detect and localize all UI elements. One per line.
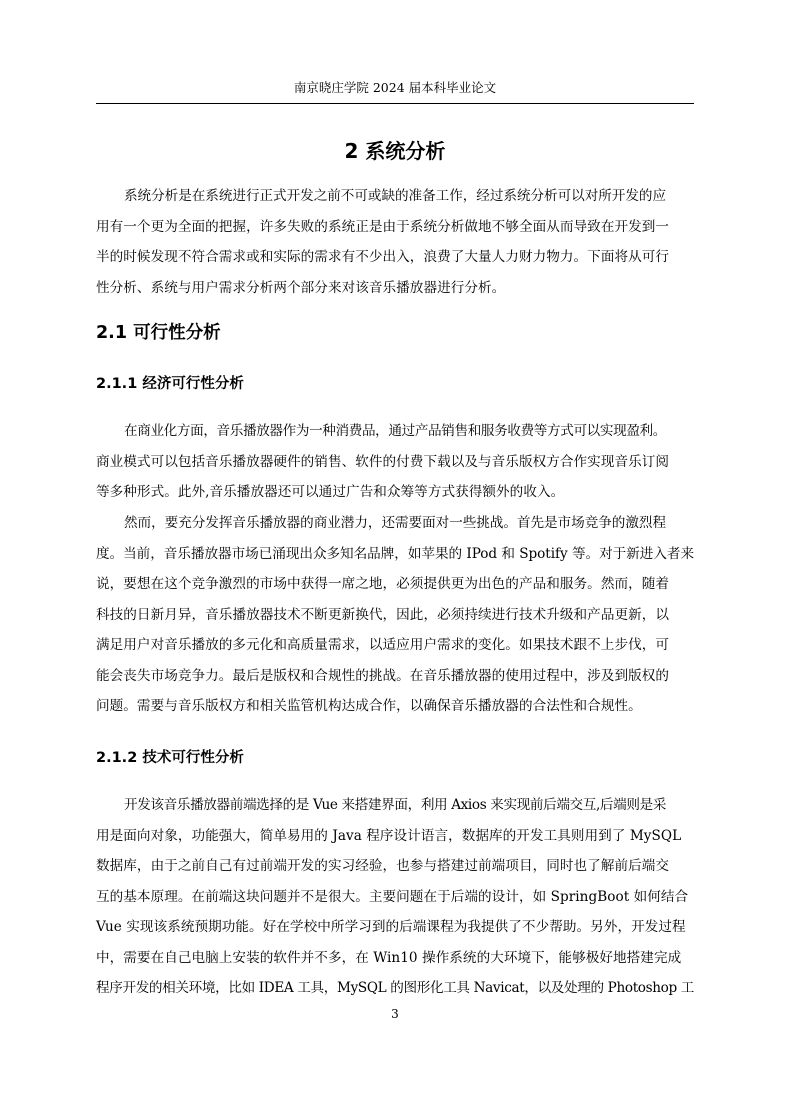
text-line: 用有一个更为全面的把握，许多失败的系统正是由于系统分析做地不够全面从而导致在开发到一 — [96, 218, 670, 235]
text-line: 满足用户对音乐播放的多元化和高质量需求，以适应用户需求的变化。如果技术跟不上步伐，可 — [96, 637, 670, 653]
text-line: 科技的日新月异，音乐播放器技术不断更新换代，因此，必须持续进行技术升级和产品更新，以 — [96, 606, 670, 623]
subsection-title-technical: 2.1.2 技术可行性分析 — [96, 750, 244, 766]
section-title: 2.1 可行性分析 — [96, 323, 221, 343]
text-line: 性分析、系统与用户需求分析两个部分来对该音乐播放器进行分析。 — [96, 279, 506, 296]
text-line: 在商业化方面，音乐播放器作为一种消费品，通过产品销售和服务收费等方式可以实现盈利。 — [124, 423, 666, 439]
text-line: 商业模式可以包括音乐播放器硬件的销售、软件的付费下载以及与音乐版权方合作实现音乐订阅 — [96, 453, 670, 470]
text-line: 然而，要充分发挥音乐播放器的商业潜力，还需要面对一些挑战。首先是市场竞争的激烈程 — [124, 515, 666, 531]
text-line: Vue 实现该系统预期功能。好在学校中所学习到的后端课程为我提供了不少帮助。另外，开发过程 — [96, 919, 686, 935]
economic-paragraph-2 — [96, 508, 696, 722]
economic-paragraph-1 — [96, 416, 696, 508]
text-line: 互的基本原理。在前端这块问题并不是很大。主要问题在于后端的设计，如 SpringBoot 如何结合 — [96, 888, 689, 905]
text-line: 半的时候发现不符合需求或和实际的需求有不少出入，浪费了大量人力财力物力。下面将从可行 — [96, 249, 670, 265]
running-header: 南京晓庄学院 2024 届本科毕业论文 — [293, 80, 497, 95]
text-line: 度。当前，音乐播放器市场已涌现出众多知名品牌，如苹果的 IPod 和 Spotify 等。对于新进入者来 — [96, 545, 694, 562]
text-line: 问题。需要与音乐版权方和相关监管机构达成合作，以确保音乐播放器的合法性和合规性。 — [96, 698, 642, 714]
technical-paragraph-1 — [96, 790, 696, 1004]
text-line: 用是面向对象，功能强大，简单易用的 Java 程序设计语言，数据库的开发工具则用到了 MySQL — [96, 827, 682, 844]
page-number: 3 — [391, 1007, 399, 1021]
text-line: 开发该音乐播放器前端选择的是 Vue 来搭建界面，利用 Axios 来实现前后端交互,后端则是采 — [124, 797, 666, 813]
intro-paragraph — [96, 181, 696, 303]
text-line: 数据库，由于之前自己有过前端开发的实习经验，也参与搭建过前端项目，同时也了解前后端交 — [96, 858, 670, 874]
subsection-title-economic: 2.1.1 经济可行性分析 — [96, 376, 244, 392]
text-line: 中，需要在自己电脑上安装的软件并不多，在 Win10 操作系统的大环境下，能够极好地搭建完成 — [96, 949, 682, 966]
chapter-title: 2 系统分析 — [344, 139, 446, 163]
text-line: 系统分析是在系统进行正式开发之前不可或缺的准备工作，经过系统分析可以对所开发的应 — [124, 188, 666, 204]
header-rule — [96, 103, 694, 104]
text-line: 能会丧失市场竞争力。最后是版权和合规性的挑战。在音乐播放器的使用过程中，涉及到版权的 — [96, 667, 670, 684]
text-line: 程序开发的相关环境，比如 IDEA 工具，MySQL 的图形化工具 Navicat，以及处理的 Photoshop 工 — [96, 980, 694, 996]
text-line: 等多种形式。此外,音乐播放器还可以通过广告和众筹等方式获得额外的收入。 — [96, 484, 565, 500]
text-line: 说，要想在这个竞争激烈的市场中获得一席之地，必须提供更为出色的产品和服务。然而，随着 — [96, 576, 670, 592]
